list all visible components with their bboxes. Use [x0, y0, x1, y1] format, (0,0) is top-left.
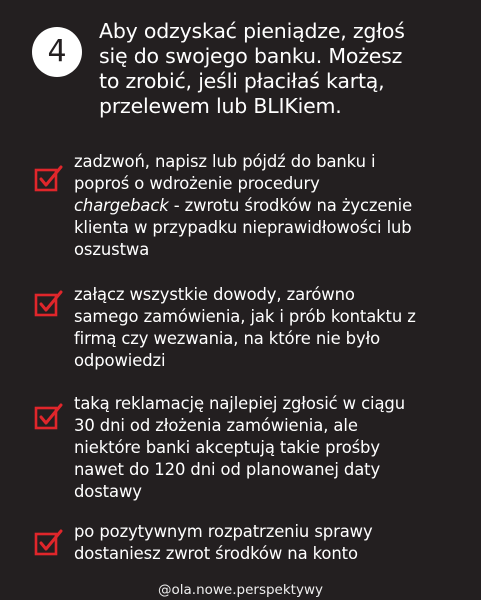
checklist-item-text	[74, 521, 474, 565]
item-line: - zwrotu środków na życzenie	[168, 196, 413, 215]
checklist-item-text	[74, 393, 474, 503]
headline-line: Aby odzyskać pieniądze, zgłoś	[99, 19, 405, 43]
item-line: odpowiedzi	[74, 351, 166, 370]
red-checkbox-checked-icon	[34, 526, 64, 556]
item-italic-term: chargeback	[74, 196, 169, 215]
red-checkbox-checked-icon	[34, 162, 64, 192]
footer-handle: @ola.nowe.perspektywy	[158, 582, 323, 598]
item-line: taką reklamację najlepiej zgłosić w ciągu	[74, 394, 405, 413]
item-line: oszustwa	[74, 240, 150, 259]
headline-line: to zrobić, jeśli płaciłaś kartą,	[99, 69, 385, 93]
step-number: 4	[47, 34, 67, 69]
red-checkbox-checked-icon	[34, 287, 64, 317]
item-line: niektóre banki akceptują takie prośby	[74, 438, 380, 457]
red-checkbox-checked-icon	[34, 400, 64, 430]
item-line: samego zamówienia, jak i prób kontaktu z	[74, 307, 416, 326]
item-line: zadzwoń, napisz lub pójdź do banku i	[74, 152, 376, 171]
checklist-item-text	[74, 151, 474, 261]
headline-line: się do swojego banku. Możesz	[99, 44, 403, 68]
item-line: nawet do 120 dni od planowanej daty	[74, 460, 381, 479]
item-line: po pozytywnym rozpatrzeniu sprawy	[74, 522, 373, 541]
item-line: firmą czy wezwania, na które nie było	[74, 329, 381, 348]
item-line: dostawy	[74, 482, 142, 501]
item-line: 30 dni od złożenia zamówienia, ale	[74, 416, 358, 435]
checklist-item-text	[74, 284, 474, 372]
item-line: załącz wszystkie dowody, zarówno	[74, 285, 355, 304]
item-line: poproś o wdrożenie procedury	[74, 174, 320, 193]
item-line: dostaniesz zwrot środków na konto	[74, 544, 358, 563]
item-line: klienta w przypadku nieprawidłowości lub	[74, 218, 412, 237]
headline-line: przelewem lub BLIKiem.	[99, 94, 342, 118]
